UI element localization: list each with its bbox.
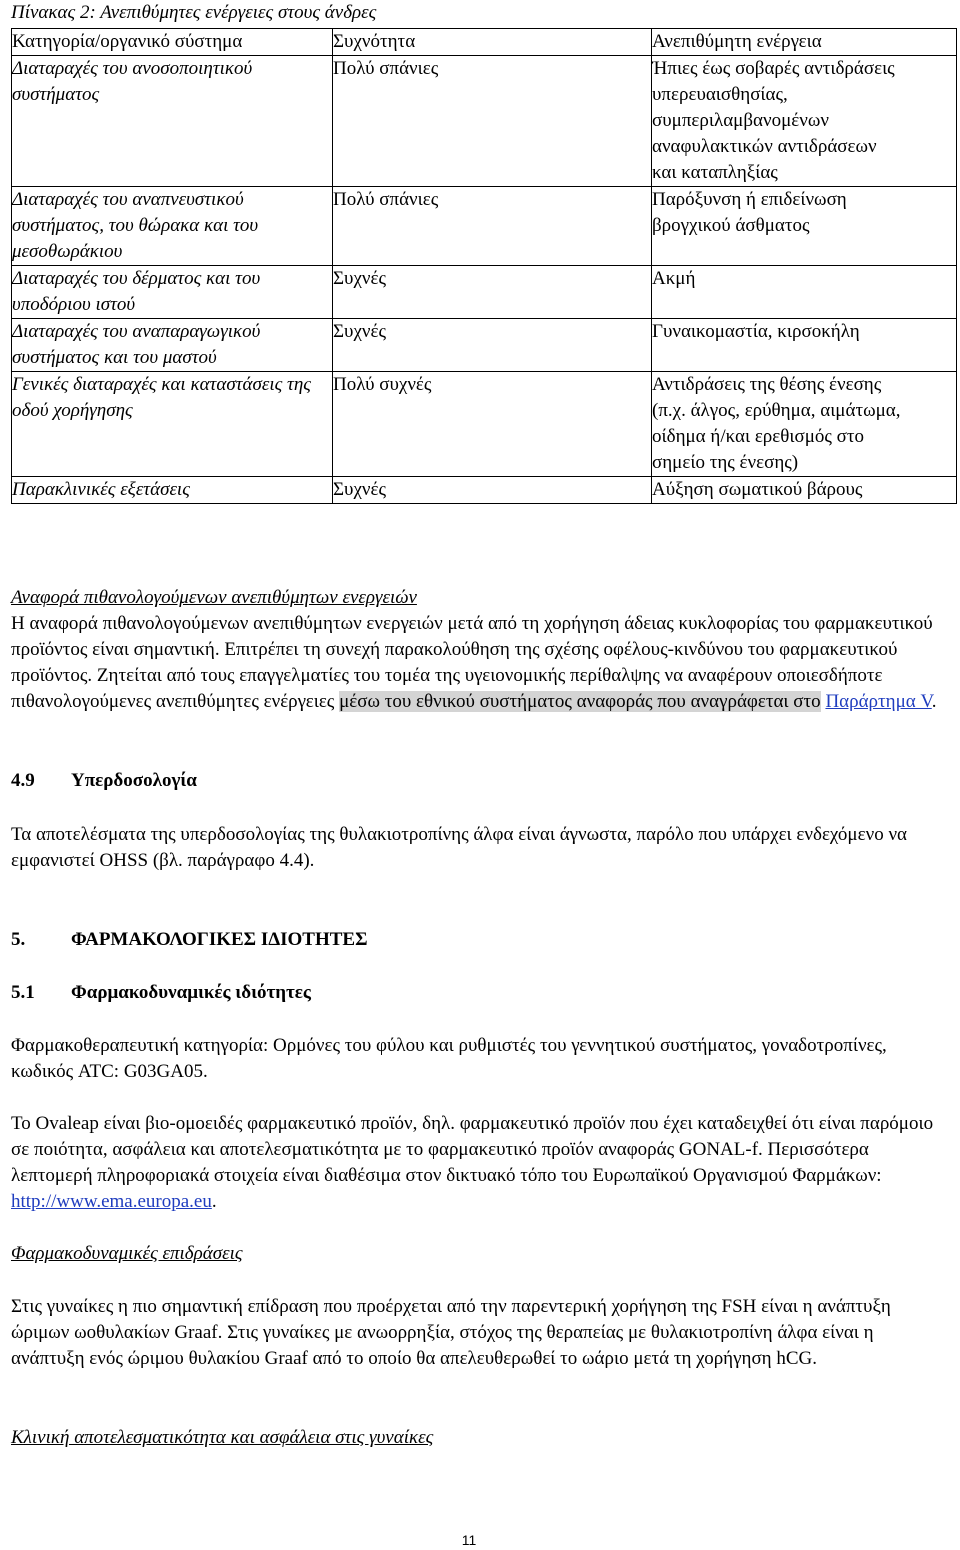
table-cell-reaction: Αύξηση σωματικού βάρους: [652, 479, 863, 500]
table-cell-frequency: Πολύ συχνές: [333, 372, 652, 477]
reporting-text: Η αναφορά πιθανολογούμενων ανεπιθύμητων ενεργειών μετά από τη χορήγηση άδειας κυκλοφορίας του φαρμακευτικού προϊόντος είναι σημαντική. Επιτρέπει τη συνεχή παρακολούθηση της σχέσης οφέλους-κινδύνου του φαρμακευτικού προϊόντος. Ζητείται από τους επαγγελματίες του τομέα της υγειονομικής περίθαλψης να αναφέρουν οποιεσδήποτε πιθανολογούμενες ανεπιθύμητες ενέργειες: [11, 613, 933, 712]
reporting-section: [11, 585, 946, 715]
table-cell-soc: Διαταραχές του ανοσοποιητικού συστήματος: [12, 58, 253, 105]
table-header-frequency: Συχνότητα: [333, 29, 652, 56]
reporting-highlight-text: μέσω του εθνικού συστήματος αναφοράς που αναγράφεται στο: [339, 691, 821, 712]
table-row: [12, 266, 957, 319]
table-cell-frequency: Συχνές: [333, 319, 652, 372]
annex-v-link[interactable]: Παράρτημα V: [825, 691, 932, 712]
table-cell-soc: Γενικές διαταραχές και καταστάσεις της οδού χορήγησης: [12, 374, 311, 421]
table-cell-frequency: Συχνές: [333, 266, 652, 319]
adverse-reactions-table: [11, 28, 957, 504]
table-row: [12, 477, 957, 504]
table-row: [12, 319, 957, 372]
section-5-heading: [11, 927, 368, 953]
reporting-title: Αναφορά πιθανολογούμενων ανεπιθύμητων ενεργειών: [11, 587, 417, 608]
table-cell-soc: Διαταραχές του δέρματος και του υποδόριου ιστού: [12, 268, 261, 315]
page-number: 11: [461, 1532, 477, 1548]
section-title: ΦΑΡΜΑΚΟΛΟΓΙΚΕΣ ΙΔΙΟΤΗΤΕΣ: [71, 929, 368, 950]
section-title: Φαρμακοδυναμικές ιδιότητες: [71, 982, 311, 1003]
table-cell-frequency: Πολύ σπάνιες: [333, 56, 652, 187]
section-number: 4.9: [11, 770, 35, 791]
overdose-paragraph: Τα αποτελέσματα της υπερδοσολογίας της θυλακιοτροπίνης άλφα είναι άγνωστα, παρόλο που υπάρχει ενδεχόμενο να εμφανιστεί OHSS (βλ. παράγραφο 4.4).: [11, 824, 907, 871]
reporting-paragraph: Η αναφορά πιθανολογούμενων ανεπιθύμητων ενεργειών μετά από τη χορήγηση άδειας κυκλοφορίας του φαρμακευτικού προϊόντος είναι σημαντική. Επιτρέπει τη συνεχή παρακολούθηση της σχέσης οφέλους-κινδύνου του φαρμακευτικού προϊόντος. Ζητείται από τους επαγγελματίες του τομέα της υγειονομικής περίθαλψης να αναφέρουν οποιεσδήποτε πιθανολογούμενες ανεπιθύμητες ενέργειες μέσω του εθνικού συστήματος αναφοράς που αναγράφεται στο Παράρτημα V.: [11, 613, 937, 712]
clinical-efficacy-title: Κλινική αποτελεσματικότητα και ασφάλεια στις γυναίκες: [11, 1427, 434, 1448]
section-number: 5.1: [11, 982, 35, 1003]
table-caption: Πίνακας 2: Ανεπιθύμητες ενέργειες στους άνδρες: [11, 2, 377, 23]
pharmacodynamic-effects-paragraph: Στις γυναίκες η πιο σημαντική επίδραση που προέρχεται από την παρεντερική χορήγηση της FSH είναι η ανάπτυξη ώριμων ωοθυλακίων Graaf. Στις γυναίκες με ανωορρηξία, στόχος της θεραπείας με θυλακιοτροπίνη άλφα είναι η ανάπτυξη ενός ώριμου θυλακίου Graaf από το οποίο θα απελευθερωθεί το ωάριο μετά τη χορήγηση hCG.: [11, 1296, 891, 1369]
table-row: [12, 187, 957, 266]
table-header-row: [12, 29, 957, 56]
table-cell-frequency: Πολύ σπάνιες: [333, 187, 652, 266]
table-cell-reaction: Γυναικομαστία, κιρσοκήλη: [652, 321, 860, 342]
table-header-reaction: Ανεπιθύμητη ενέργεια: [652, 29, 957, 56]
section-number: 5.: [11, 929, 26, 950]
table-cell-reaction: Ήπιες έως σοβαρές αντιδράσεις υπερευαισθησίας, συμπεριλαμβανομένων αναφυλακτικών αντιδράσεων και καταπληξίας: [652, 58, 895, 183]
pharmacotherapeutic-category-paragraph: Φαρμακοθεραπευτική κατηγορία: Ορμόνες του φύλου και ρυθμιστές του γεννητικού συστήματος, γοναδοτροπίνες, κωδικός ATC: G03GA05.: [11, 1035, 887, 1082]
table-cell-soc: Παρακλινικές εξετάσεις: [12, 479, 190, 500]
table-cell-reaction: Ακμή: [652, 268, 696, 289]
table-cell-frequency: Συχνές: [333, 477, 652, 504]
pharmacodynamic-effects-title: Φαρμακοδυναμικές επιδράσεις: [11, 1243, 243, 1264]
biosimilar-paragraph: Το Ovaleap είναι βιο-ομοειδές φαρμακευτικό προϊόν, δηλ. φαρμακευτικό προϊόν που έχει καταδειχθεί ότι είναι παρόμοιο σε ποιότητα, ασφάλεια και αποτελεσματικότητα με το φαρμακευτικό προϊόν αναφοράς GONAL-f. Περισσότερα λεπτομερή πληροφοριακά στοιχεία είναι διαθέσιμα στον δικτυακό τόπο του Ευρωπαϊκού Οργανισμού Φαρμάκων: http://www.ema.europa.eu.: [11, 1113, 934, 1212]
ema-website-link[interactable]: http://www.ema.europa.eu: [11, 1191, 212, 1212]
section-5-1-heading: [11, 980, 311, 1006]
table-row: [12, 56, 957, 187]
table-row: [12, 372, 957, 477]
table-header-soc: Κατηγορία/οργανικό σύστημα: [12, 29, 333, 56]
table-cell-reaction: Παρόξυνση ή επιδείνωση βρογχικού άσθματος: [652, 189, 847, 236]
table-cell-soc: Διαταραχές του αναπνευστικού συστήματος, του θώρακα και του μεσοθωράκιου: [12, 189, 259, 262]
table-cell-reaction: Αντιδράσεις της θέσης ένεσης (π.χ. άλγος, ερύθημα, αιμάτωμα, οίδημα ή/και ερεθισμός στο σημείο της ένεσης): [652, 374, 901, 473]
biosimilar-text: Το Ovaleap είναι βιο-ομοειδές φαρμακευτικό προϊόν, δηλ. φαρμακευτικό προϊόν που έχει καταδειχθεί ότι είναι παρόμοιο σε ποιότητα, ασφάλεια και αποτελεσματικότητα με το φαρμακευτικό προϊόν αναφοράς GONAL-f. Περισσότερα λεπτομερή πληροφοριακά στοιχεία είναι διαθέσιμα στον δικτυακό τόπο του Ευρωπαϊκού Οργανισμού Φαρμάκων:: [11, 1113, 934, 1186]
section-4-9-heading: [11, 768, 197, 794]
section-title: Υπερδοσολογία: [71, 770, 197, 791]
table-cell-soc: Διαταραχές του αναπαραγωγικού συστήματος και του μαστού: [12, 321, 261, 368]
